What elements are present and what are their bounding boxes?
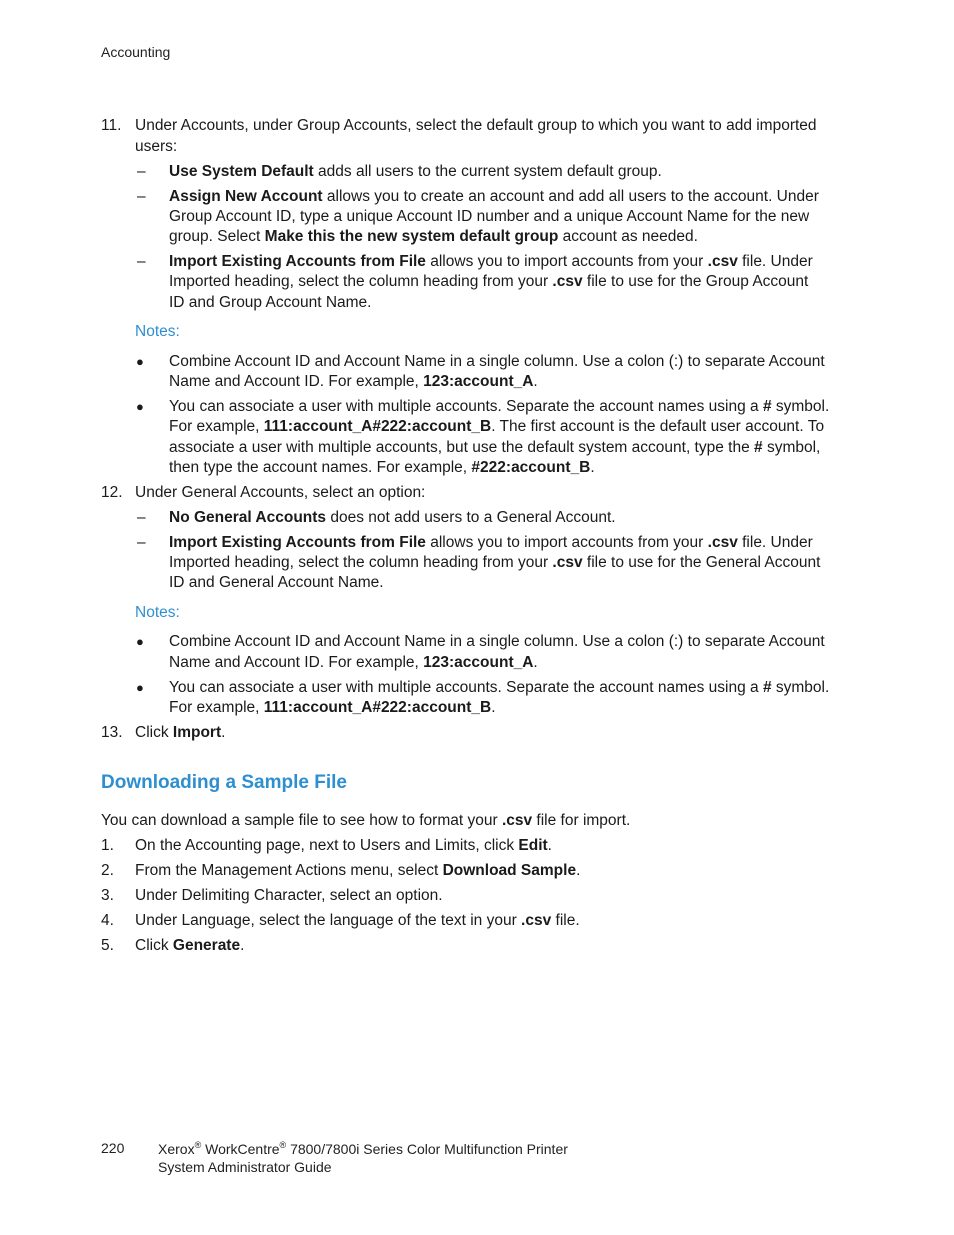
dash-marker: – <box>137 188 146 205</box>
page-number: 220 <box>101 1140 125 1156</box>
item-1-text <box>135 836 552 856</box>
bold-run: Generate <box>172 937 241 954</box>
note-1a-line2 <box>169 372 538 392</box>
option-use-system-default <box>169 162 662 182</box>
text-run: Click <box>135 937 173 954</box>
bullet-marker: ● <box>136 680 144 695</box>
bold-run: # <box>762 679 772 696</box>
registered-mark: ® <box>194 1140 202 1150</box>
text-run: Click <box>135 724 173 741</box>
note-2a-line1: Combine Account ID and Account Name in a single column. Use a colon (:) to separate Account <box>169 633 825 650</box>
text-run: . <box>533 373 538 390</box>
note-1b-line1 <box>169 397 829 417</box>
text-run: On the Accounting page, next to Users and Limits, click <box>135 837 519 854</box>
text-run: You can associate a user with multiple accounts. Separate the account names using a <box>169 679 763 696</box>
text-run: . <box>221 724 226 741</box>
dash-marker: – <box>137 509 146 526</box>
text-run: . <box>547 837 552 854</box>
item-4-text <box>135 911 580 931</box>
bold-run: .csv <box>707 534 738 551</box>
note-2b-line1 <box>169 678 829 698</box>
bold-run: 111:account_A#222:account_B <box>263 699 492 716</box>
option-term: Import Existing Accounts from File <box>169 534 426 551</box>
bold-run: 111:account_A#222:account_B <box>263 418 492 435</box>
option-import-general-line3: ID and General Account Name. <box>169 574 384 591</box>
text-run: account as needed. <box>558 228 698 245</box>
bullet-marker: ● <box>136 399 144 414</box>
notes-label: Notes: <box>135 323 180 340</box>
text-run: Under Delimiting Character, select an option. <box>135 887 443 904</box>
text-run: For example, <box>169 418 264 435</box>
text-run: allows you to import accounts from your <box>425 253 708 270</box>
text-run: file. Under <box>737 534 813 551</box>
footer-brand: Xerox <box>158 1141 195 1157</box>
option-import-group-line2 <box>169 272 808 292</box>
text-run: Imported heading, select the column heading from your <box>169 554 553 571</box>
bold-run: 123:account_A <box>423 654 534 671</box>
step-11-number: 11. <box>101 117 122 134</box>
bold-run: Make this the new system default group <box>264 228 559 245</box>
option-desc: allows you to create an account and add all users to the account. Under <box>322 188 819 205</box>
item-3-number: 3. <box>101 887 114 904</box>
text-run: . <box>576 862 581 879</box>
note-2a-line2 <box>169 653 538 673</box>
bold-run: # <box>754 439 763 456</box>
text-run: For example, <box>169 699 264 716</box>
item-1-number: 1. <box>101 837 114 854</box>
option-assign-line3 <box>169 227 698 247</box>
text-run: Name and Account ID. For example, <box>169 654 424 671</box>
bold-run: .csv <box>552 554 583 571</box>
text-run: . <box>491 699 496 716</box>
bold-run: Download Sample <box>442 862 577 879</box>
dash-marker: – <box>137 253 146 270</box>
bullet-marker: ● <box>136 354 144 369</box>
text-run: Under Language, select the language of the text in your <box>135 912 522 929</box>
text-run: file to use for the Group Account <box>582 273 809 290</box>
bullet-marker: ● <box>136 634 144 649</box>
footer-product-rest: 7800/7800i Series Color Multifunction Printer <box>286 1141 568 1157</box>
item-4-number: 4. <box>101 912 114 929</box>
footer-product: WorkCentre <box>201 1141 280 1157</box>
option-term: Import Existing Accounts from File <box>169 253 426 270</box>
option-import-existing-general <box>169 533 813 553</box>
footer-guide-title: System Administrator Guide <box>158 1159 332 1175</box>
item-2-text <box>135 861 580 881</box>
option-assign-line2: Group Account ID, type a unique Account ID number and a unique Account Name for the new <box>169 208 810 225</box>
bold-run: #222:account_B <box>471 459 591 476</box>
dash-marker: – <box>137 534 146 551</box>
text-run: then type the account names. For example, <box>169 459 472 476</box>
note-1b-line2 <box>169 417 824 437</box>
option-import-group-line3: ID and Group Account Name. <box>169 294 372 311</box>
option-no-general-accounts <box>169 508 616 528</box>
bold-run: Import <box>172 724 222 741</box>
option-assign-new-account <box>169 187 819 207</box>
bold-run: 123:account_A <box>423 373 534 390</box>
text-run: You can associate a user with multiple accounts. Separate the account names using a <box>169 398 763 415</box>
text-run: . <box>533 654 538 671</box>
text-run: group. Select <box>169 228 265 245</box>
note-1b-line4 <box>169 458 595 478</box>
bold-run: .csv <box>501 812 533 829</box>
bold-run: Edit <box>518 837 548 854</box>
footer-product-line <box>158 1140 568 1158</box>
text-run: file. Under <box>737 253 813 270</box>
step-11-text-line2: users: <box>135 138 178 155</box>
text-run: file. <box>551 912 580 929</box>
item-3-text <box>135 886 443 906</box>
text-run: file for import. <box>532 812 631 829</box>
note-1a-line1: Combine Account ID and Account Name in a single column. Use a colon (:) to separate Account <box>169 353 825 370</box>
step-11-text-line1: Under Accounts, under Group Accounts, select the default group to which you want to add imported <box>135 117 817 134</box>
bold-run: .csv <box>707 253 738 270</box>
item-2-number: 2. <box>101 862 114 879</box>
text-run: file to use for the General Account <box>582 554 821 571</box>
note-1b-line3 <box>169 438 820 458</box>
section-heading: Downloading a Sample File <box>101 772 347 793</box>
text-run: allows you to import accounts from your <box>425 534 708 551</box>
option-term: No General Accounts <box>169 509 327 526</box>
notes-label: Notes: <box>135 604 180 621</box>
text-run: . <box>590 459 595 476</box>
note-2b-line2 <box>169 698 496 718</box>
text-run: Name and Account ID. For example, <box>169 373 424 390</box>
text-run: Imported heading, select the column heading from your <box>169 273 553 290</box>
dash-marker: – <box>137 163 146 180</box>
text-run: . <box>240 937 245 954</box>
section-intro <box>101 811 630 831</box>
option-import-general-line2 <box>169 553 820 573</box>
option-desc: does not add users to a General Account. <box>326 509 616 526</box>
text-run: associate a user with multiple accounts, but use the default system account, type the <box>169 439 755 456</box>
text-run: symbol. <box>771 398 830 415</box>
bold-run: # <box>762 398 772 415</box>
option-import-existing-group <box>169 252 813 272</box>
option-term: Use System Default <box>169 163 314 180</box>
item-5-text <box>135 936 244 956</box>
option-desc: adds all users to the current system default group. <box>313 163 662 180</box>
option-term: Assign New Account <box>169 188 323 205</box>
step-12-text: Under General Accounts, select an option: <box>135 484 426 501</box>
text-run: You can download a sample file to see how to format your <box>101 812 502 829</box>
text-run: symbol, <box>762 439 821 456</box>
step-12-number: 12. <box>101 484 123 501</box>
text-run: From the Management Actions menu, select <box>135 862 443 879</box>
text-run: . The first account is the default user account. To <box>491 418 825 435</box>
running-header: Accounting <box>101 44 171 60</box>
registered-mark: ® <box>279 1140 287 1150</box>
step-13-number: 13. <box>101 724 123 741</box>
bold-run: .csv <box>552 273 583 290</box>
text-run: symbol. <box>771 679 830 696</box>
step-13-text <box>135 723 225 743</box>
bold-run: .csv <box>521 912 552 929</box>
item-5-number: 5. <box>101 937 114 954</box>
